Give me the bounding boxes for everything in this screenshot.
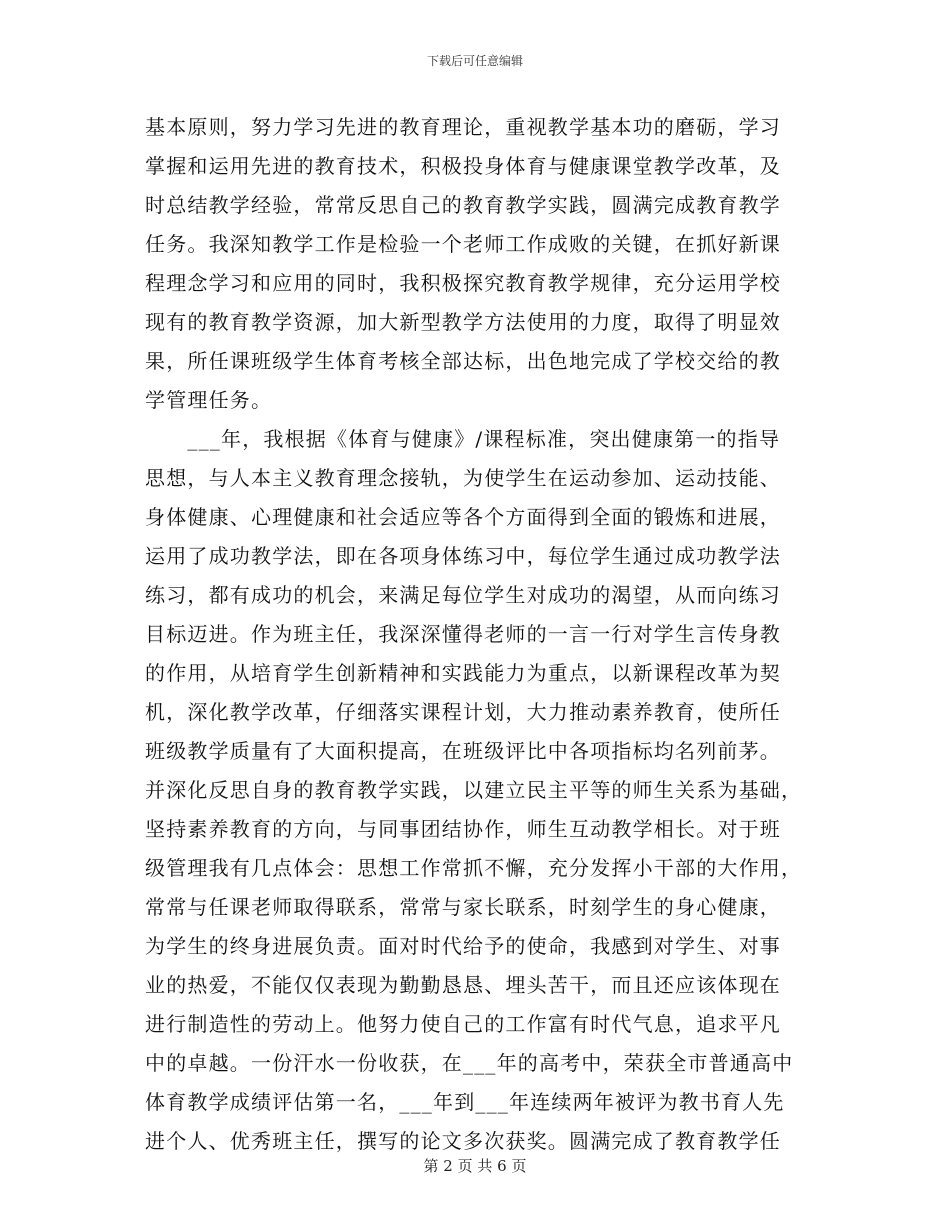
text-line: 现有的教育教学资源，加大新型教学方法使用的力度，取得了明显效 <box>145 310 781 334</box>
text-line: 业的热爱，不能仅仅表现为勤勤恳恳、埋头苦干，而且还应该体现在 <box>145 973 781 997</box>
text-line: 班级教学质量有了大面积提高，在班级评比中各项指标均名列前茅。 <box>145 739 781 763</box>
text-line: 果，所任课班级学生体育考核全部达标，出色地完成了学校交给的教 <box>145 349 781 373</box>
text-line: 进个人、优秀班主任，撰写的论文多次获奖。圆满完成了教育教学任 <box>145 1129 781 1153</box>
text-line: 进行制造性的劳动上。他努力使自己的工作富有时代气息，追求平凡 <box>145 1012 781 1036</box>
text-line: 基本原则，努力学习先进的教育理论，重视教学基本功的磨砺，学习 <box>145 115 781 139</box>
text-line: 时总结教学经验，常常反思自己的教育教学实践，圆满完成教育教学 <box>145 193 781 217</box>
text-line: ___年，我根据《体育与健康》/课程标准，突出健康第一的指导 <box>145 427 781 451</box>
text-line: 运用了成功教学法，即在各项身体练习中，每位学生通过成功教学法 <box>145 544 781 568</box>
text-line: 程理念学习和应用的同时，我积极探究教育教学规律，充分运用学校 <box>145 271 781 295</box>
text-line: 体育教学成绩评估第一名，___年到___年连续两年被评为教书育人先 <box>145 1090 785 1114</box>
text-line: 目标迈进。作为班主任，我深深懂得老师的一言一行对学生言传身教 <box>145 622 781 646</box>
text-line: 练习，都有成功的机会，来满足每位学生对成功的渴望，从而向练习 <box>145 583 781 607</box>
text-line: 的作用，从培育学生创新精神和实践能力为重点，以新课程改革为契 <box>145 661 781 685</box>
page-header: 下载后可任意编辑 <box>426 54 523 68</box>
text-line: 思想，与人本主义教育理念接轨，为使学生在运动参加、运动技能、 <box>145 466 781 490</box>
text-line: 掌握和运用先进的教育技术，积极投身体育与健康课堂教学改革，及 <box>145 154 781 178</box>
text-line: 为学生的终身进展负责。面对时代给予的使命，我感到对学生、对事 <box>145 934 781 958</box>
document-body <box>145 108 805 1161</box>
text-line: 中的卓越。一份汗水一份收获，在___年的高考中，荣获全市普通高中 <box>145 1051 794 1075</box>
text-line: 学管理任务。 <box>145 388 273 412</box>
page-footer: 第 2 页 共 6 页 <box>423 1157 527 1175</box>
text-line: 身体健康、心理健康和社会适应等各个方面得到全面的锻炼和进展， <box>145 505 781 529</box>
text-line: 机，深化教学改革，仔细落实课程计划，大力推动素养教育，使所任 <box>145 700 781 724</box>
text-line: 坚持素养教育的方向，与同事团结协作，师生互动教学相长。对于班 <box>145 817 781 841</box>
text-line: 常常与任课老师取得联系，常常与家长联系，时刻学生的身心健康， <box>145 895 781 919</box>
text-line: 并深化反思自身的教育教学实践，以建立民主平等的师生关系为基础， <box>145 778 803 802</box>
text-line: 级管理我有几点体会：思想工作常抓不懈，充分发挥小干部的大作用， <box>145 856 803 880</box>
text-line: 任务。我深知教学工作是检验一个老师工作成败的关键，在抓好新课 <box>145 232 781 256</box>
